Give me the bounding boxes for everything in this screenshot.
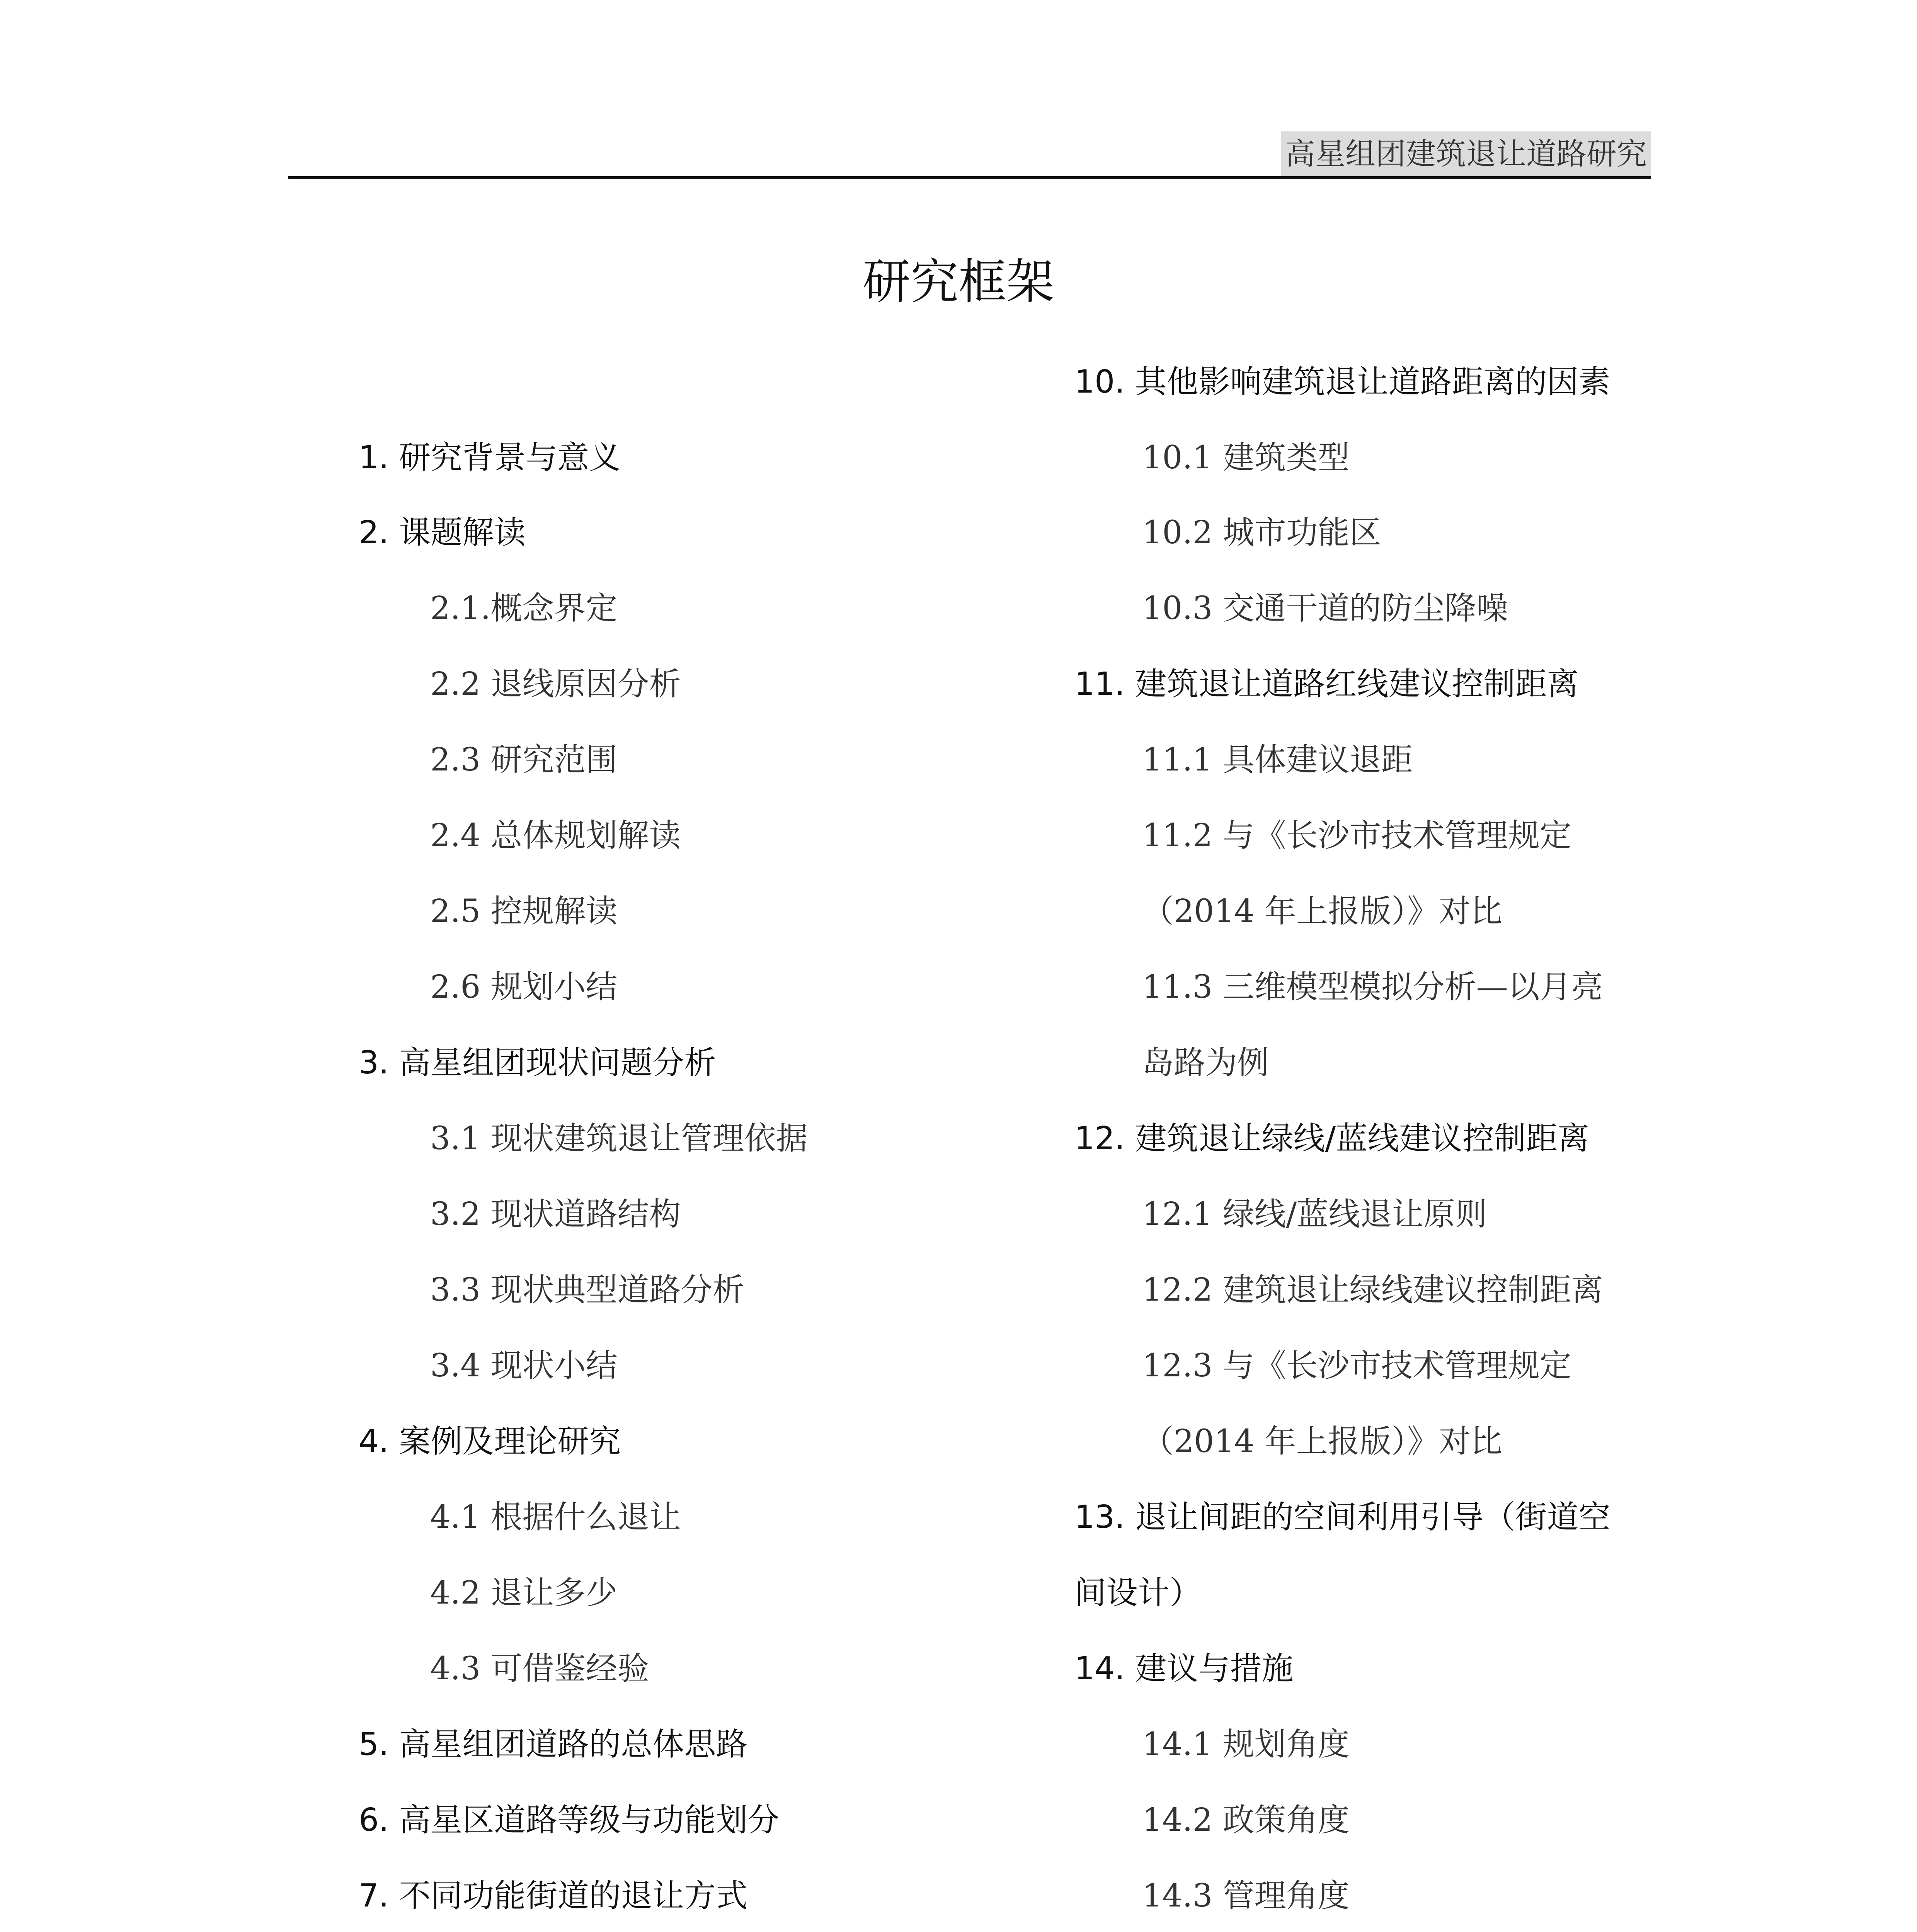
toc-subentry: 10.2 城市功能区: [1142, 514, 1381, 551]
toc-entry: 6. 高星区道路等级与功能划分: [359, 1802, 780, 1838]
toc-subentry: 4.1 根据什么退让: [430, 1499, 681, 1536]
toc-subentry: 2.6 规划小结: [430, 969, 618, 1005]
toc-subentry: 2.3 研究范围: [430, 742, 618, 778]
toc-entry: 5. 高星组团道路的总体思路: [359, 1726, 748, 1763]
toc-subentry: 12.2 建筑退让绿线建议控制距离: [1142, 1272, 1603, 1308]
toc-entry: 间设计）: [1074, 1575, 1202, 1611]
toc-entry: 1. 研究背景与意义: [359, 439, 621, 476]
toc-subentry: 14.3 管理角度: [1142, 1878, 1350, 1914]
toc-subentry: 12.1 绿线/蓝线退让原则: [1142, 1196, 1487, 1233]
toc-entry: 11. 建筑退让道路红线建议控制距离: [1074, 666, 1579, 702]
toc-subentry: 2.5 控规解读: [430, 893, 618, 930]
toc-entry: 7. 不同功能街道的退让方式: [359, 1878, 748, 1914]
toc-subentry: （2014 年上报版）》对比: [1142, 1423, 1502, 1460]
toc-subentry: （2014 年上报版）》对比: [1142, 893, 1502, 930]
toc-entry: 14. 建议与措施: [1074, 1650, 1294, 1687]
toc-subentry: 10.1 建筑类型: [1142, 439, 1350, 476]
toc-entry: 13. 退让间距的空间利用引导（街道空: [1074, 1499, 1611, 1536]
toc-subentry: 4.3 可借鉴经验: [430, 1650, 649, 1687]
toc-subentry: 2.4 总体规划解读: [430, 817, 681, 854]
toc-subentry: 3.1 现状建筑退让管理依据: [430, 1120, 808, 1157]
running-header: 高星组团建筑退让道路研究: [1281, 131, 1651, 177]
toc-subentry: 岛路为例: [1142, 1044, 1269, 1081]
toc-subentry: 11.2 与《长沙市技术管理规定: [1142, 817, 1571, 854]
toc-entry: 3. 高星组团现状问题分析: [359, 1044, 716, 1081]
toc-subentry: 2.2 退线原因分析: [430, 666, 681, 702]
toc-subentry: 3.4 现状小结: [430, 1347, 618, 1384]
toc-entry: 10. 其他影响建筑退让道路距离的因素: [1074, 364, 1611, 400]
toc-subentry: 12.3 与《长沙市技术管理规定: [1142, 1347, 1571, 1384]
toc-entry: 4. 案例及理论研究: [359, 1423, 621, 1460]
toc-subentry: 3.2 现状道路结构: [430, 1196, 681, 1233]
toc-subentry: 10.3 交通干道的防尘降噪: [1142, 590, 1508, 627]
toc-subentry: 11.1 具体建议退距: [1142, 742, 1413, 778]
toc-subentry: 14.1 规划角度: [1142, 1726, 1350, 1763]
header-rule: [288, 176, 1651, 179]
toc-entry: 12. 建筑退让绿线/蓝线建议控制距离: [1074, 1120, 1590, 1157]
page-title: 研究框架: [862, 254, 1054, 310]
toc-entry: 2. 课题解读: [359, 514, 526, 551]
toc-subentry: 4.2 退让多少: [430, 1575, 618, 1611]
toc-subentry: 11.3 三维模型模拟分析—以月亮: [1142, 969, 1603, 1005]
toc-subentry: 2.1.概念界定: [430, 590, 618, 627]
toc-subentry: 14.2 政策角度: [1142, 1802, 1350, 1838]
toc-subentry: 3.3 现状典型道路分析: [430, 1272, 744, 1308]
